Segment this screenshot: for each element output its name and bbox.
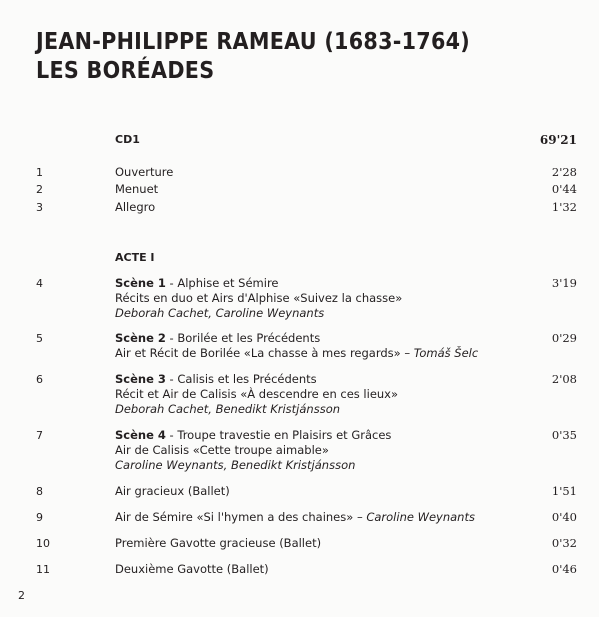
performers: Caroline Weynants, Benedikt Kristjánsson xyxy=(115,458,356,472)
track-number: 5 xyxy=(36,332,43,345)
track-time: 0'35 xyxy=(551,428,577,442)
cd-total-time: 69'21 xyxy=(539,133,577,147)
track-number: 1 xyxy=(36,166,43,179)
work-heading: LES BORÉADES xyxy=(36,58,215,84)
track-title: Deuxième Gavotte (Ballet) xyxy=(115,562,269,576)
track-time: 1'32 xyxy=(551,200,577,214)
track-body xyxy=(115,428,391,473)
track-number: 2 xyxy=(36,183,43,196)
track-title: Allegro xyxy=(115,200,156,214)
track-title: Ouverture xyxy=(115,165,174,179)
track-time: 0'40 xyxy=(551,510,577,524)
track-description: Récits en duo et Airs d'Alphise «Suivez la chasse» xyxy=(115,291,403,305)
track-time: 0'29 xyxy=(551,331,577,345)
track-body xyxy=(115,276,402,321)
performers: Deborah Cachet, Caroline Weynants xyxy=(115,306,325,320)
track-body xyxy=(115,331,478,361)
track-number: 8 xyxy=(36,485,43,498)
track-title: Air de Sémire «Si l'hymen a des chaines» – xyxy=(115,510,367,524)
track-time: 0'46 xyxy=(551,562,577,576)
track-time: 0'44 xyxy=(551,182,577,196)
scene-description: - Alphise et Sémire xyxy=(165,276,279,290)
track-number: 4 xyxy=(36,277,43,290)
track-time: 2'08 xyxy=(551,372,577,386)
track-title: Première Gavotte gracieuse (Ballet) xyxy=(115,536,322,550)
scene-name: Scène 3 xyxy=(115,372,166,386)
page-title xyxy=(36,28,470,86)
track-number: 10 xyxy=(36,537,50,550)
track-body xyxy=(115,372,398,417)
track-number: 7 xyxy=(36,429,43,442)
composer-heading: JEAN-PHILIPPE RAMEAU (1683-1764) xyxy=(36,29,471,55)
track-title: Air gracieux (Ballet) xyxy=(115,484,230,498)
track-number: 11 xyxy=(36,563,50,576)
page-number: 2 xyxy=(18,589,25,602)
scene-description: - Troupe travestie en Plaisirs et Grâces xyxy=(165,428,392,442)
scene-description: - Calisis et les Précédents xyxy=(165,372,317,386)
performers: Caroline Weynants xyxy=(366,510,475,524)
track-description: Récit et Air de Calisis «À descendre en ces lieux» xyxy=(115,387,399,401)
track-number: 6 xyxy=(36,373,43,386)
track-body xyxy=(115,510,475,525)
track-description: Air de Calisis «Cette troupe aimable» xyxy=(115,443,329,457)
scene-description: - Borilée et les Précédents xyxy=(165,331,321,345)
scene-name: Scène 2 xyxy=(115,331,166,345)
performers: Tomáš Šelc xyxy=(413,346,479,360)
section-heading: ACTE I xyxy=(115,251,155,264)
track-number: 9 xyxy=(36,511,43,524)
track-time: 1'51 xyxy=(551,484,577,498)
scene-name: Scène 1 xyxy=(115,276,166,290)
scene-name: Scène 4 xyxy=(115,428,166,442)
cd-label: CD1 xyxy=(115,133,140,146)
track-title: Menuet xyxy=(115,182,159,196)
track-time: 3'19 xyxy=(551,276,577,290)
track-description: Air et Récit de Borilée «La chasse à mes regards» – xyxy=(115,346,414,360)
track-time: 0'32 xyxy=(551,536,577,550)
track-time: 2'28 xyxy=(551,165,577,179)
track-number: 3 xyxy=(36,201,43,214)
performers: Deborah Cachet, Benedikt Kristjánsson xyxy=(115,402,341,416)
